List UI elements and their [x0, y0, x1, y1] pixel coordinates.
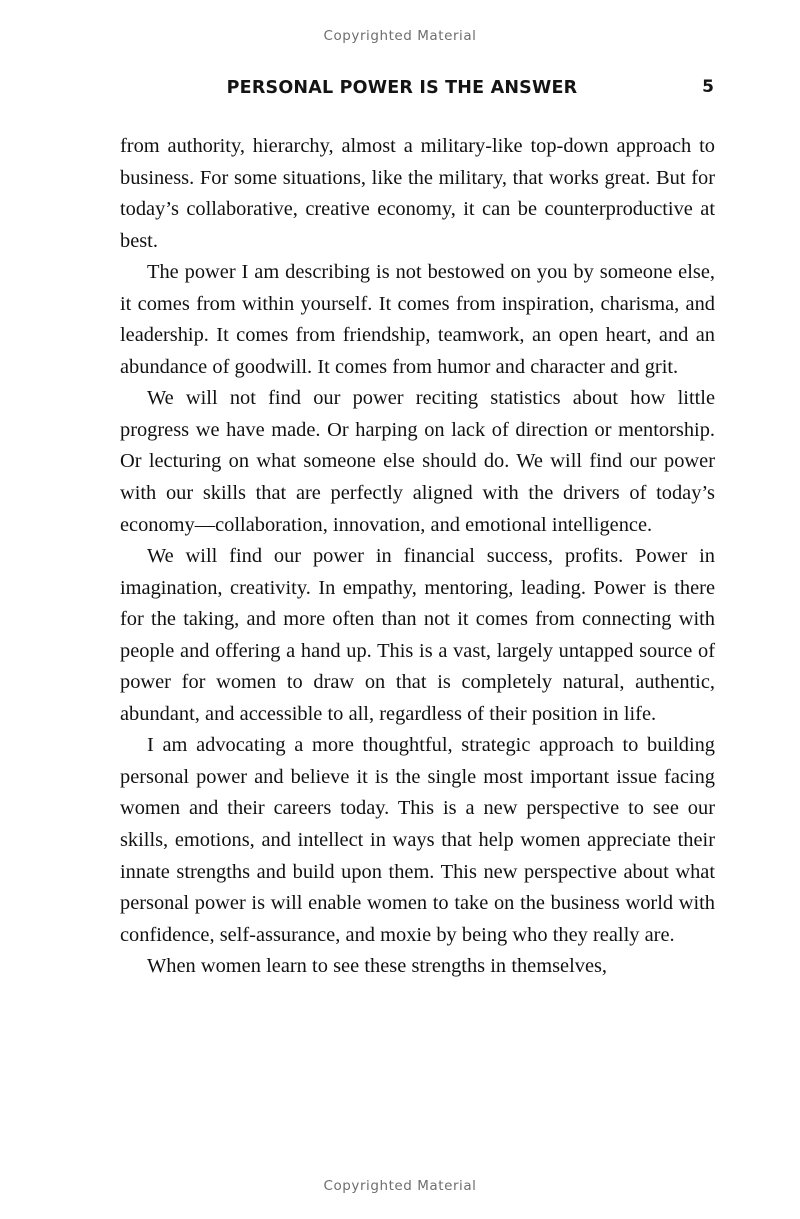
- paragraph: The power I am describing is not bestowed on you by someone else, it comes from within yourself. It comes from inspiration, charisma, and leadership. It comes from friendship, teamwork, an open heart, and an abundance of goodwill. It comes from humor and character and grit.: [120, 261, 715, 378]
- copyright-watermark-top: Copyrighted Material: [323, 28, 477, 44]
- body-text-column: [120, 131, 715, 983]
- copyright-watermark-bottom: Copyrighted Material: [323, 1178, 477, 1194]
- paragraph: I am advocating a more thoughtful, strategic approach to building personal power and believe it is the single most important issue facing women and their careers today. This is a new perspective to see our skills, emotions, and intellect in ways that help women appreciate their innate strengths and build upon them. This new perspective about what personal power is will enable women to take on the business world with confidence, self-assurance, and moxie by being who they really are.: [120, 734, 715, 946]
- paragraph: from authority, hierarchy, almost a military-like top-down approach to business. For some situations, like the military, that works great. But for today’s collaborative, creative economy, it can be counterproductive at best.: [120, 135, 715, 252]
- paragraph: We will not find our power reciting statistics about how little progress we have made. Or harping on lack of direction or mentorship. Or lecturing on what someone else should do. We will find our power with our skills that are perfectly aligned with the drivers of today’s economy—collaboration, innovation, and emotional intelligence.: [120, 387, 715, 536]
- paragraph: When women learn to see these strengths in themselves,: [147, 955, 608, 978]
- running-head: [120, 78, 714, 104]
- page-number: 5: [702, 77, 714, 97]
- chapter-title: PERSONAL POWER IS THE ANSWER: [226, 78, 578, 98]
- paragraph: We will find our power in financial success, profits. Power in imagination, creativity. In empathy, mentoring, leading. Power is there for the taking, and more often than not it comes from connecting with people and offering a hand up. This is a vast, largely untapped source of power for women to draw on that is completely natural, authentic, abundant, and accessible to all, regardless of their position in life.: [120, 545, 715, 725]
